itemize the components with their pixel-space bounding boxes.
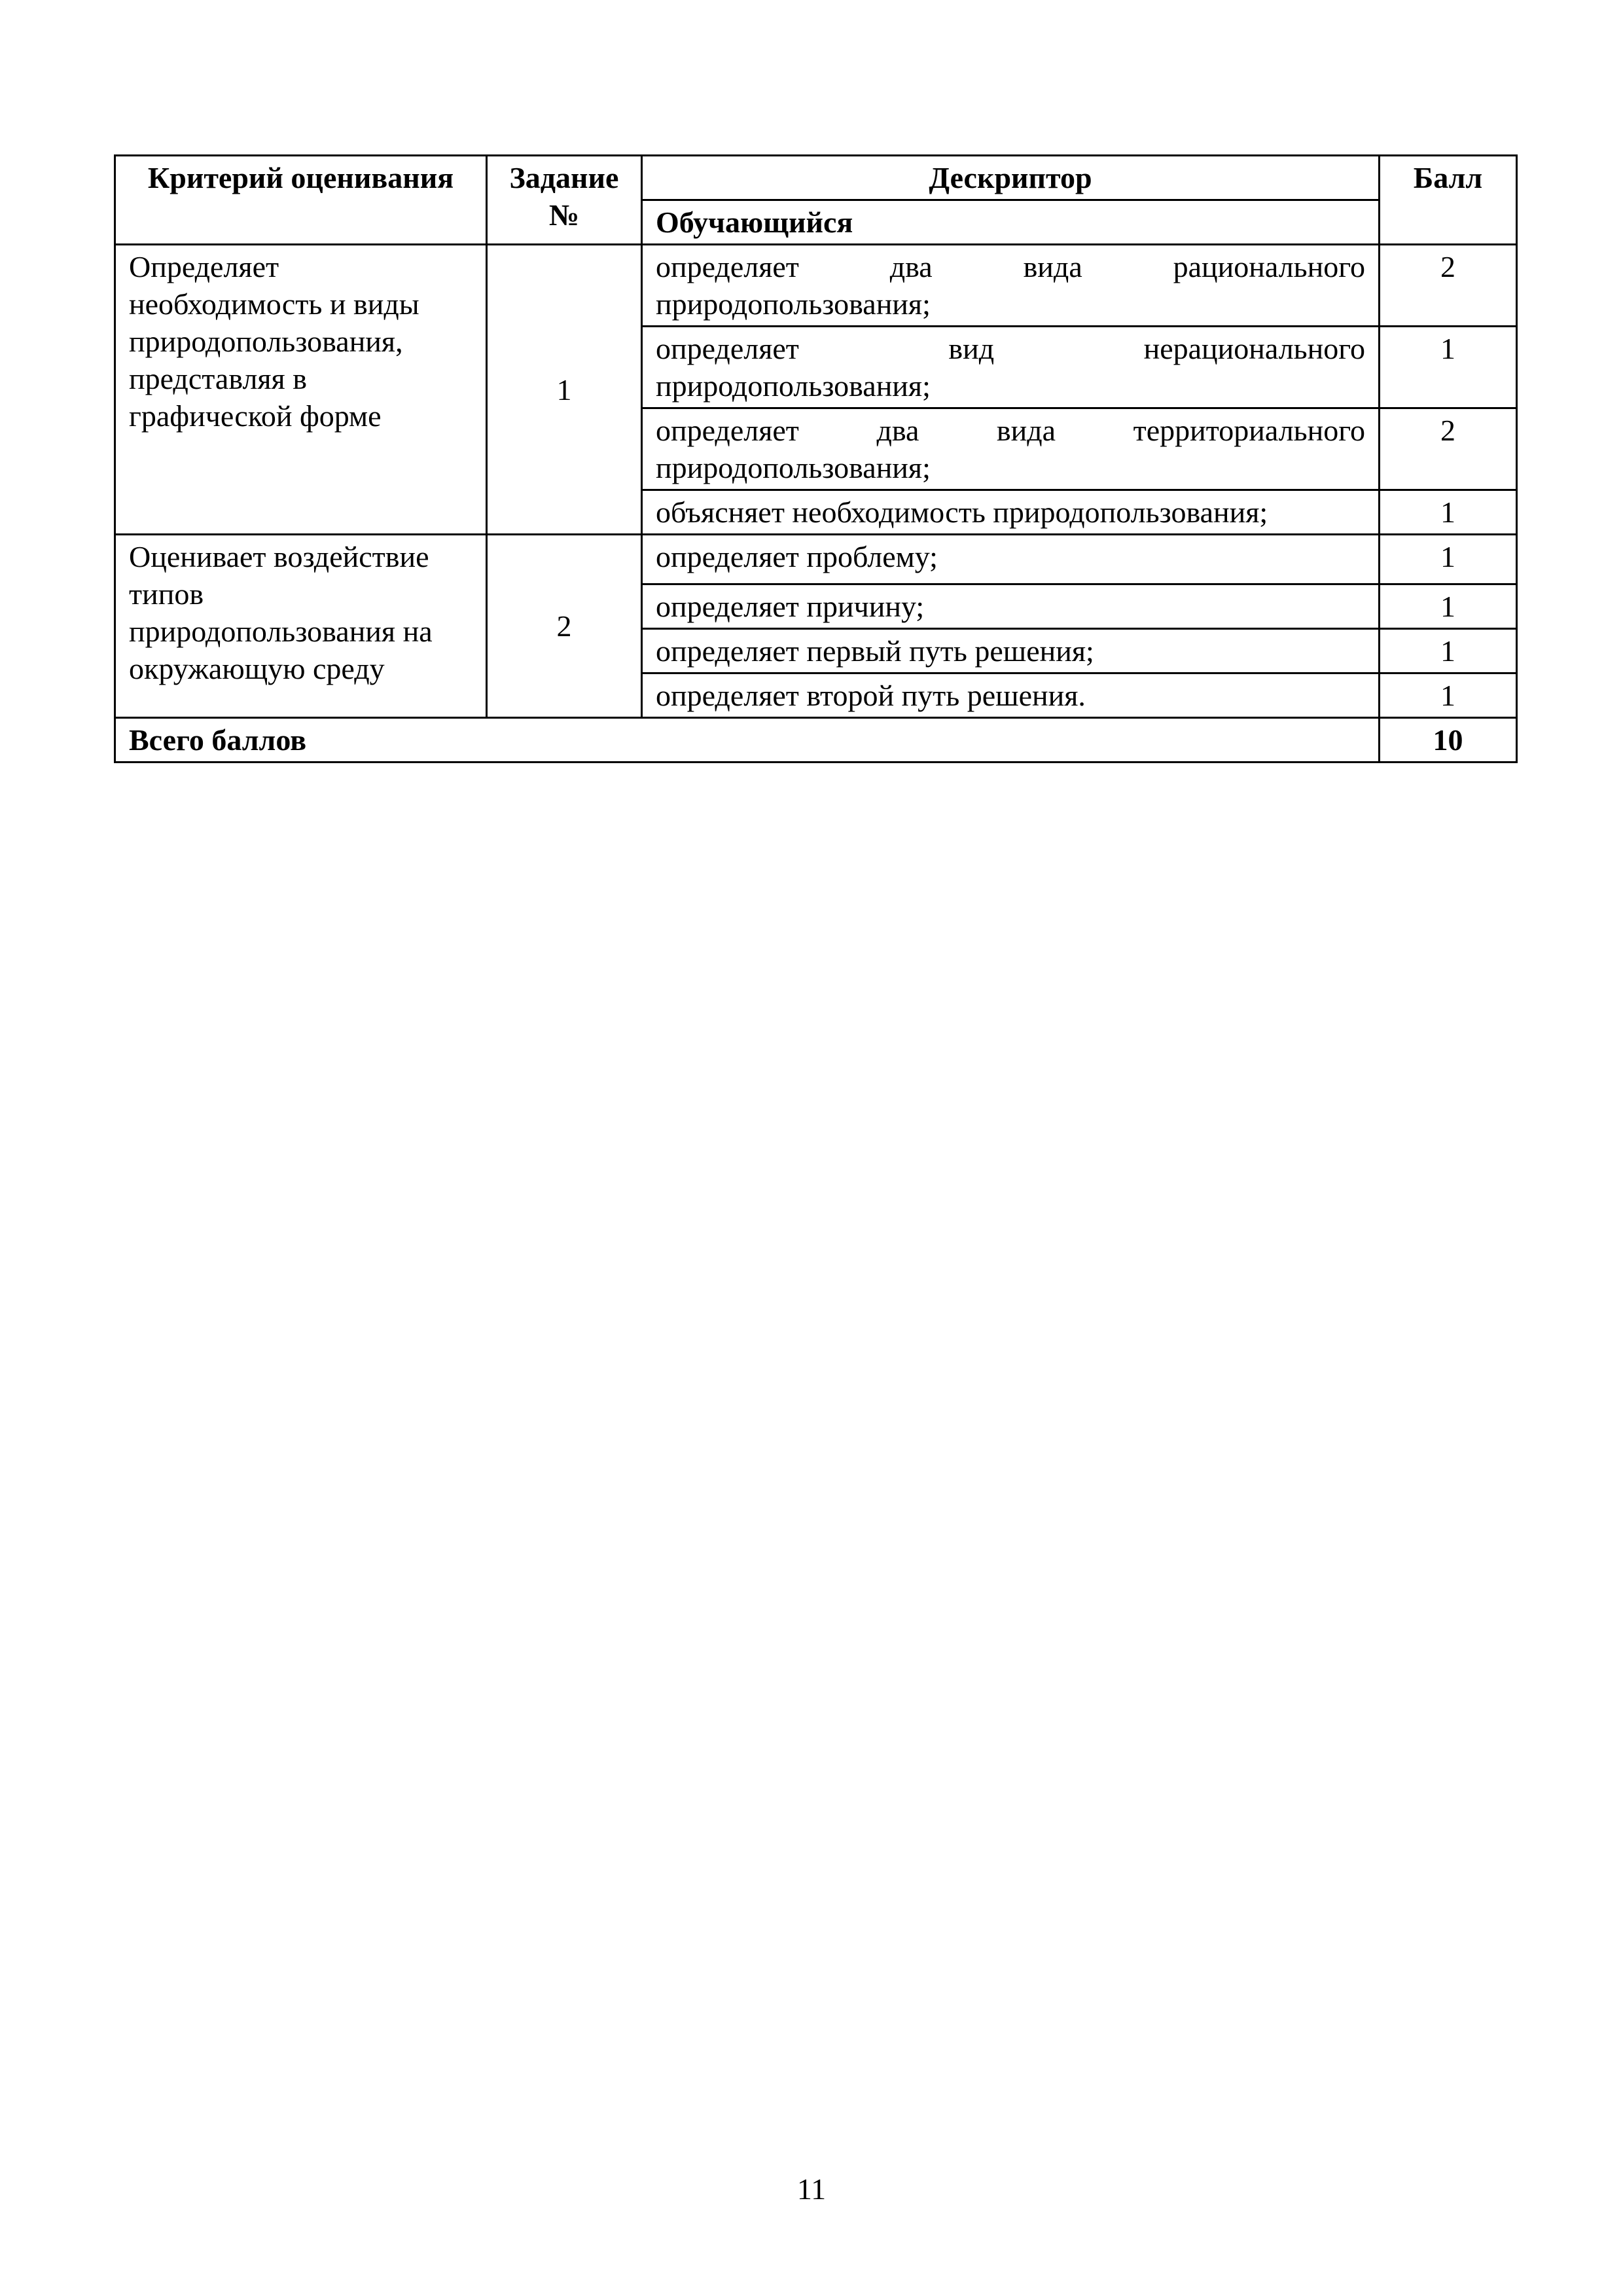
assessment-rubric-table bbox=[114, 154, 1518, 763]
descriptor-cell bbox=[642, 327, 1380, 408]
header-score: Балл bbox=[1380, 156, 1517, 245]
header-task: Задание № bbox=[487, 156, 642, 245]
descriptor-line: определяет два вида рационального bbox=[656, 250, 1365, 283]
total-label: Всего баллов bbox=[115, 718, 1380, 762]
score-cell: 2 bbox=[1380, 408, 1517, 490]
descriptor-line: природопользования; bbox=[656, 287, 931, 321]
descriptor-cell: определяет второй путь решения. bbox=[642, 673, 1380, 718]
header-row bbox=[115, 156, 1517, 200]
score-cell: 1 bbox=[1380, 584, 1517, 629]
total-row bbox=[115, 718, 1517, 762]
descriptor-cell bbox=[642, 408, 1380, 490]
descriptor-line: природопользования; bbox=[656, 369, 931, 403]
score-cell: 2 bbox=[1380, 245, 1517, 327]
criterion-cell-1: Определяет необходимость и виды природопользования, представляя в графической форме bbox=[115, 245, 487, 535]
descriptor-cell: определяет проблему; bbox=[642, 535, 1380, 584]
score-cell: 1 bbox=[1380, 673, 1517, 718]
descriptor-cell: определяет первый путь решения; bbox=[642, 629, 1380, 673]
table-row bbox=[115, 535, 1517, 584]
descriptor-line: природопользования; bbox=[656, 451, 931, 484]
header-descriptor-sub: Обучающийся bbox=[642, 200, 1380, 245]
table-row bbox=[115, 245, 1517, 327]
descriptor-line: определяет вид нерационального bbox=[656, 332, 1365, 365]
score-cell: 1 bbox=[1380, 629, 1517, 673]
page-number: 11 bbox=[796, 2172, 827, 2206]
score-cell: 1 bbox=[1380, 535, 1517, 584]
score-cell: 1 bbox=[1380, 490, 1517, 535]
descriptor-cell: объясняет необходимость природопользования; bbox=[642, 490, 1380, 535]
total-value: 10 bbox=[1380, 718, 1517, 762]
descriptor-line: определяет два вида территориального bbox=[656, 414, 1365, 447]
header-criterion: Критерий оценивания bbox=[115, 156, 487, 245]
task-number-cell-2: 2 bbox=[487, 535, 642, 718]
descriptor-cell: определяет причину; bbox=[642, 584, 1380, 629]
task-number-cell-1: 1 bbox=[487, 245, 642, 535]
score-cell: 1 bbox=[1380, 327, 1517, 408]
header-descriptor: Дескриптор bbox=[642, 156, 1380, 200]
descriptor-cell bbox=[642, 245, 1380, 327]
criterion-cell-2: Оценивает воздействие типов природопользования на окружающую среду bbox=[115, 535, 487, 718]
